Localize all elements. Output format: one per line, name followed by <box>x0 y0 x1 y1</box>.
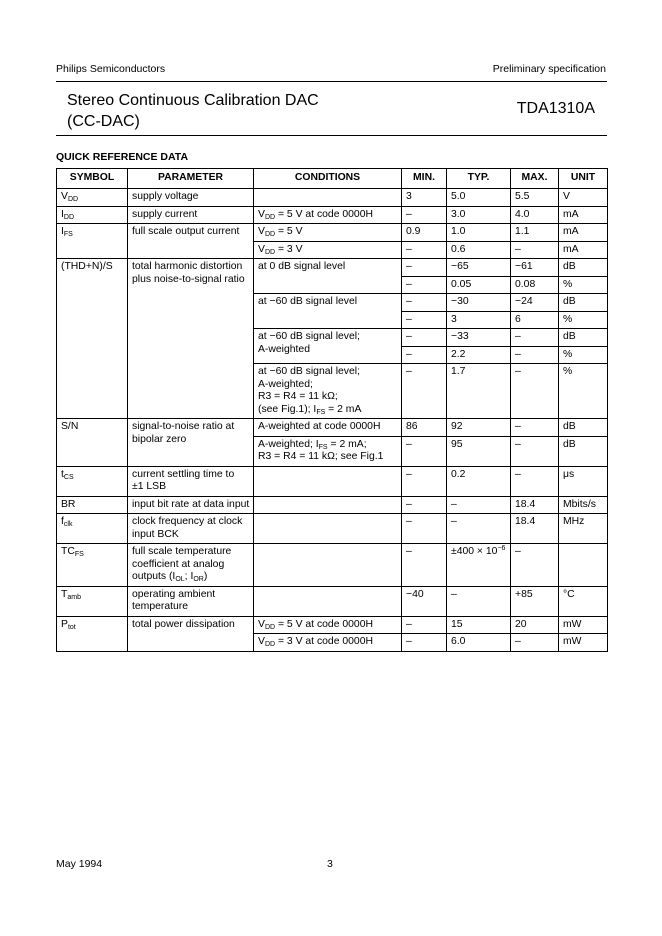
min-cell: −40 <box>402 586 447 616</box>
unit-cell: % <box>559 276 608 294</box>
typ-cell: 1.7 <box>447 364 511 419</box>
page-number: 3 <box>327 858 333 870</box>
title-rule <box>56 135 607 136</box>
typ-cell: 5.0 <box>447 189 511 207</box>
typ-cell: 95 <box>447 436 511 466</box>
table-row <box>57 544 608 587</box>
min-cell: – <box>402 496 447 514</box>
max-cell: −61 <box>511 259 559 277</box>
table-row <box>57 466 608 496</box>
unit-cell: dB <box>559 259 608 277</box>
company-name: Philips Semiconductors <box>56 63 166 75</box>
conditions-cell: A-weighted; $I_{FS} = 2$ mA; R3 = R4 = 11 kΩ; see Fig.1 <box>254 436 402 466</box>
parameter-cell: total power dissipation <box>128 616 254 651</box>
table-row <box>57 419 608 437</box>
max-cell: 18.4 <box>511 496 559 514</box>
min-cell: – <box>402 276 447 294</box>
conditions-cell: at 0 dB signal level <box>254 259 402 294</box>
conditions-cell: A-weighted at code 0000H <box>254 419 402 437</box>
conditions-cell: at −60 dB signal level <box>254 294 402 329</box>
parameter-cell: input bit rate at data input <box>128 496 254 514</box>
table-row <box>57 259 608 277</box>
typ-cell: −33 <box>447 329 511 347</box>
typ-cell: 0.05 <box>447 276 511 294</box>
parameter-cell: supply voltage <box>128 189 254 207</box>
conditions-cell <box>254 189 402 207</box>
symbol-cell: $I_{FS}$ <box>57 224 128 259</box>
max-cell: – <box>511 346 559 364</box>
max-cell: – <box>511 544 559 587</box>
min-cell: – <box>402 311 447 329</box>
max-cell: −24 <box>511 294 559 312</box>
conditions-cell: $V_{DD} = 5$ V <box>254 224 402 242</box>
parameter-cell: clock frequency at clock input BCK <box>128 514 254 544</box>
max-cell: – <box>511 241 559 259</box>
header-typ: TYP. <box>447 169 511 189</box>
conditions-cell <box>254 496 402 514</box>
parameter-cell: current settling time to ±1 LSB <box>128 466 254 496</box>
conditions-cell <box>254 514 402 544</box>
conditions-cell <box>254 544 402 587</box>
max-cell: 4.0 <box>511 206 559 224</box>
symbol-cell: $I_{DD}$ <box>57 206 128 224</box>
min-cell: – <box>402 259 447 277</box>
typ-cell: 3 <box>447 311 511 329</box>
conditions-cell: at −60 dB signal level; A-weighted; R3 = R4 = 11 kΩ; (see Fig.1); $I_{FS} = 2$ mA <box>254 364 402 419</box>
unit-cell: dB <box>559 329 608 347</box>
section-title: QUICK REFERENCE DATA <box>56 151 189 163</box>
min-cell: 3 <box>402 189 447 207</box>
max-cell: +85 <box>511 586 559 616</box>
typ-cell: 92 <box>447 419 511 437</box>
symbol-cell: BR <box>57 496 128 514</box>
header-conditions: CONDITIONS <box>254 169 402 189</box>
max-cell: 5.5 <box>511 189 559 207</box>
unit-cell: mW <box>559 616 608 634</box>
table-row <box>57 189 608 207</box>
conditions-cell <box>254 466 402 496</box>
symbol-cell: S/N <box>57 419 128 467</box>
symbol-cell: $t_{CS}$ <box>57 466 128 496</box>
conditions-cell: $V_{DD} = 3$ V at code 0000H <box>254 634 402 652</box>
typ-cell: 1.0 <box>447 224 511 242</box>
max-cell: 6 <box>511 311 559 329</box>
min-cell: – <box>402 436 447 466</box>
typ-cell: – <box>447 586 511 616</box>
parameter-cell: full scale temperature coefficient at analog outputs ($I_{OL}$; $I_{OR}$) <box>128 544 254 587</box>
min-cell: – <box>402 616 447 634</box>
unit-cell: % <box>559 364 608 419</box>
max-cell: – <box>511 329 559 347</box>
typ-cell: −65 <box>447 259 511 277</box>
table-row <box>57 206 608 224</box>
min-cell: 86 <box>402 419 447 437</box>
min-cell: – <box>402 294 447 312</box>
typ-cell: 6.0 <box>447 634 511 652</box>
header-parameter: PARAMETER <box>128 169 254 189</box>
min-cell: – <box>402 514 447 544</box>
typ-cell: 15 <box>447 616 511 634</box>
max-cell: – <box>511 634 559 652</box>
conditions-cell <box>254 586 402 616</box>
unit-cell: mA <box>559 241 608 259</box>
title-line-1: Stereo Continuous Calibration DAC <box>67 92 319 109</box>
header-unit: UNIT <box>559 169 608 189</box>
unit-cell: mW <box>559 634 608 652</box>
parameter-cell: full scale output current <box>128 224 254 259</box>
table-row <box>57 586 608 616</box>
header-min: MIN. <box>402 169 447 189</box>
min-cell: – <box>402 364 447 419</box>
typ-cell: 2.2 <box>447 346 511 364</box>
max-cell: 20 <box>511 616 559 634</box>
min-cell: – <box>402 346 447 364</box>
unit-cell: Mbits/s <box>559 496 608 514</box>
header-symbol: SYMBOL <box>57 169 128 189</box>
min-cell: – <box>402 329 447 347</box>
typ-cell: 3.0 <box>447 206 511 224</box>
unit-cell: dB <box>559 436 608 466</box>
min-cell: – <box>402 466 447 496</box>
symbol-cell: $V_{DD}$ <box>57 189 128 207</box>
header-rule <box>56 81 607 82</box>
unit-cell: mA <box>559 206 608 224</box>
max-cell: 0.08 <box>511 276 559 294</box>
typ-cell: 0.6 <box>447 241 511 259</box>
unit-cell: μs <box>559 466 608 496</box>
min-cell: 0.9 <box>402 224 447 242</box>
max-cell: – <box>511 419 559 437</box>
unit-cell: V <box>559 189 608 207</box>
typ-cell: $\pm 400 \times 10^{-6}$ <box>447 544 511 587</box>
typ-cell: – <box>447 496 511 514</box>
unit-cell: mA <box>559 224 608 242</box>
part-number: TDA1310A <box>516 100 595 117</box>
min-cell: – <box>402 206 447 224</box>
conditions-cell: at −60 dB signal level; A-weighted <box>254 329 402 364</box>
max-cell: – <box>511 436 559 466</box>
footer-date: May 1994 <box>56 858 103 870</box>
max-cell: – <box>511 466 559 496</box>
unit-cell: dB <box>559 419 608 437</box>
typ-cell: 0.2 <box>447 466 511 496</box>
typ-cell: – <box>447 514 511 544</box>
symbol-cell: (THD+N)/S <box>57 259 128 419</box>
unit-cell <box>559 544 608 587</box>
unit-cell: % <box>559 346 608 364</box>
symbol-cell: $P_{tot}$ <box>57 616 128 651</box>
document-status: Preliminary specification <box>492 63 606 75</box>
table-row <box>57 514 608 544</box>
unit-cell: °C <box>559 586 608 616</box>
max-cell: 1.1 <box>511 224 559 242</box>
conditions-cell: $V_{DD} = 5$ V at code 0000H <box>254 206 402 224</box>
symbol-cell: $T_{amb}$ <box>57 586 128 616</box>
parameter-cell: signal-to-noise ratio at bipolar zero <box>128 419 254 467</box>
unit-cell: MHz <box>559 514 608 544</box>
min-cell: – <box>402 544 447 587</box>
parameter-cell: total harmonic distortion plus noise-to-signal ratio <box>128 259 254 419</box>
symbol-cell: $f_{clk}$ <box>57 514 128 544</box>
min-cell: – <box>402 241 447 259</box>
title-line-2: (CC-DAC) <box>67 113 140 130</box>
conditions-cell: $V_{DD} = 5$ V at code 0000H <box>254 616 402 634</box>
table-row <box>57 224 608 242</box>
table-row <box>57 496 608 514</box>
typ-cell: −30 <box>447 294 511 312</box>
unit-cell: % <box>559 311 608 329</box>
parameter-cell: supply current <box>128 206 254 224</box>
max-cell: – <box>511 364 559 419</box>
table-header-row <box>57 169 608 189</box>
max-cell: 18.4 <box>511 514 559 544</box>
header-max: MAX. <box>511 169 559 189</box>
table-row <box>57 616 608 634</box>
conditions-cell: $V_{DD} = 3$ V <box>254 241 402 259</box>
symbol-cell: $TC_{FS}$ <box>57 544 128 587</box>
quick-reference-table <box>56 168 608 652</box>
min-cell: – <box>402 634 447 652</box>
document-title <box>67 90 319 132</box>
unit-cell: dB <box>559 294 608 312</box>
parameter-cell: operating ambient temperature <box>128 586 254 616</box>
